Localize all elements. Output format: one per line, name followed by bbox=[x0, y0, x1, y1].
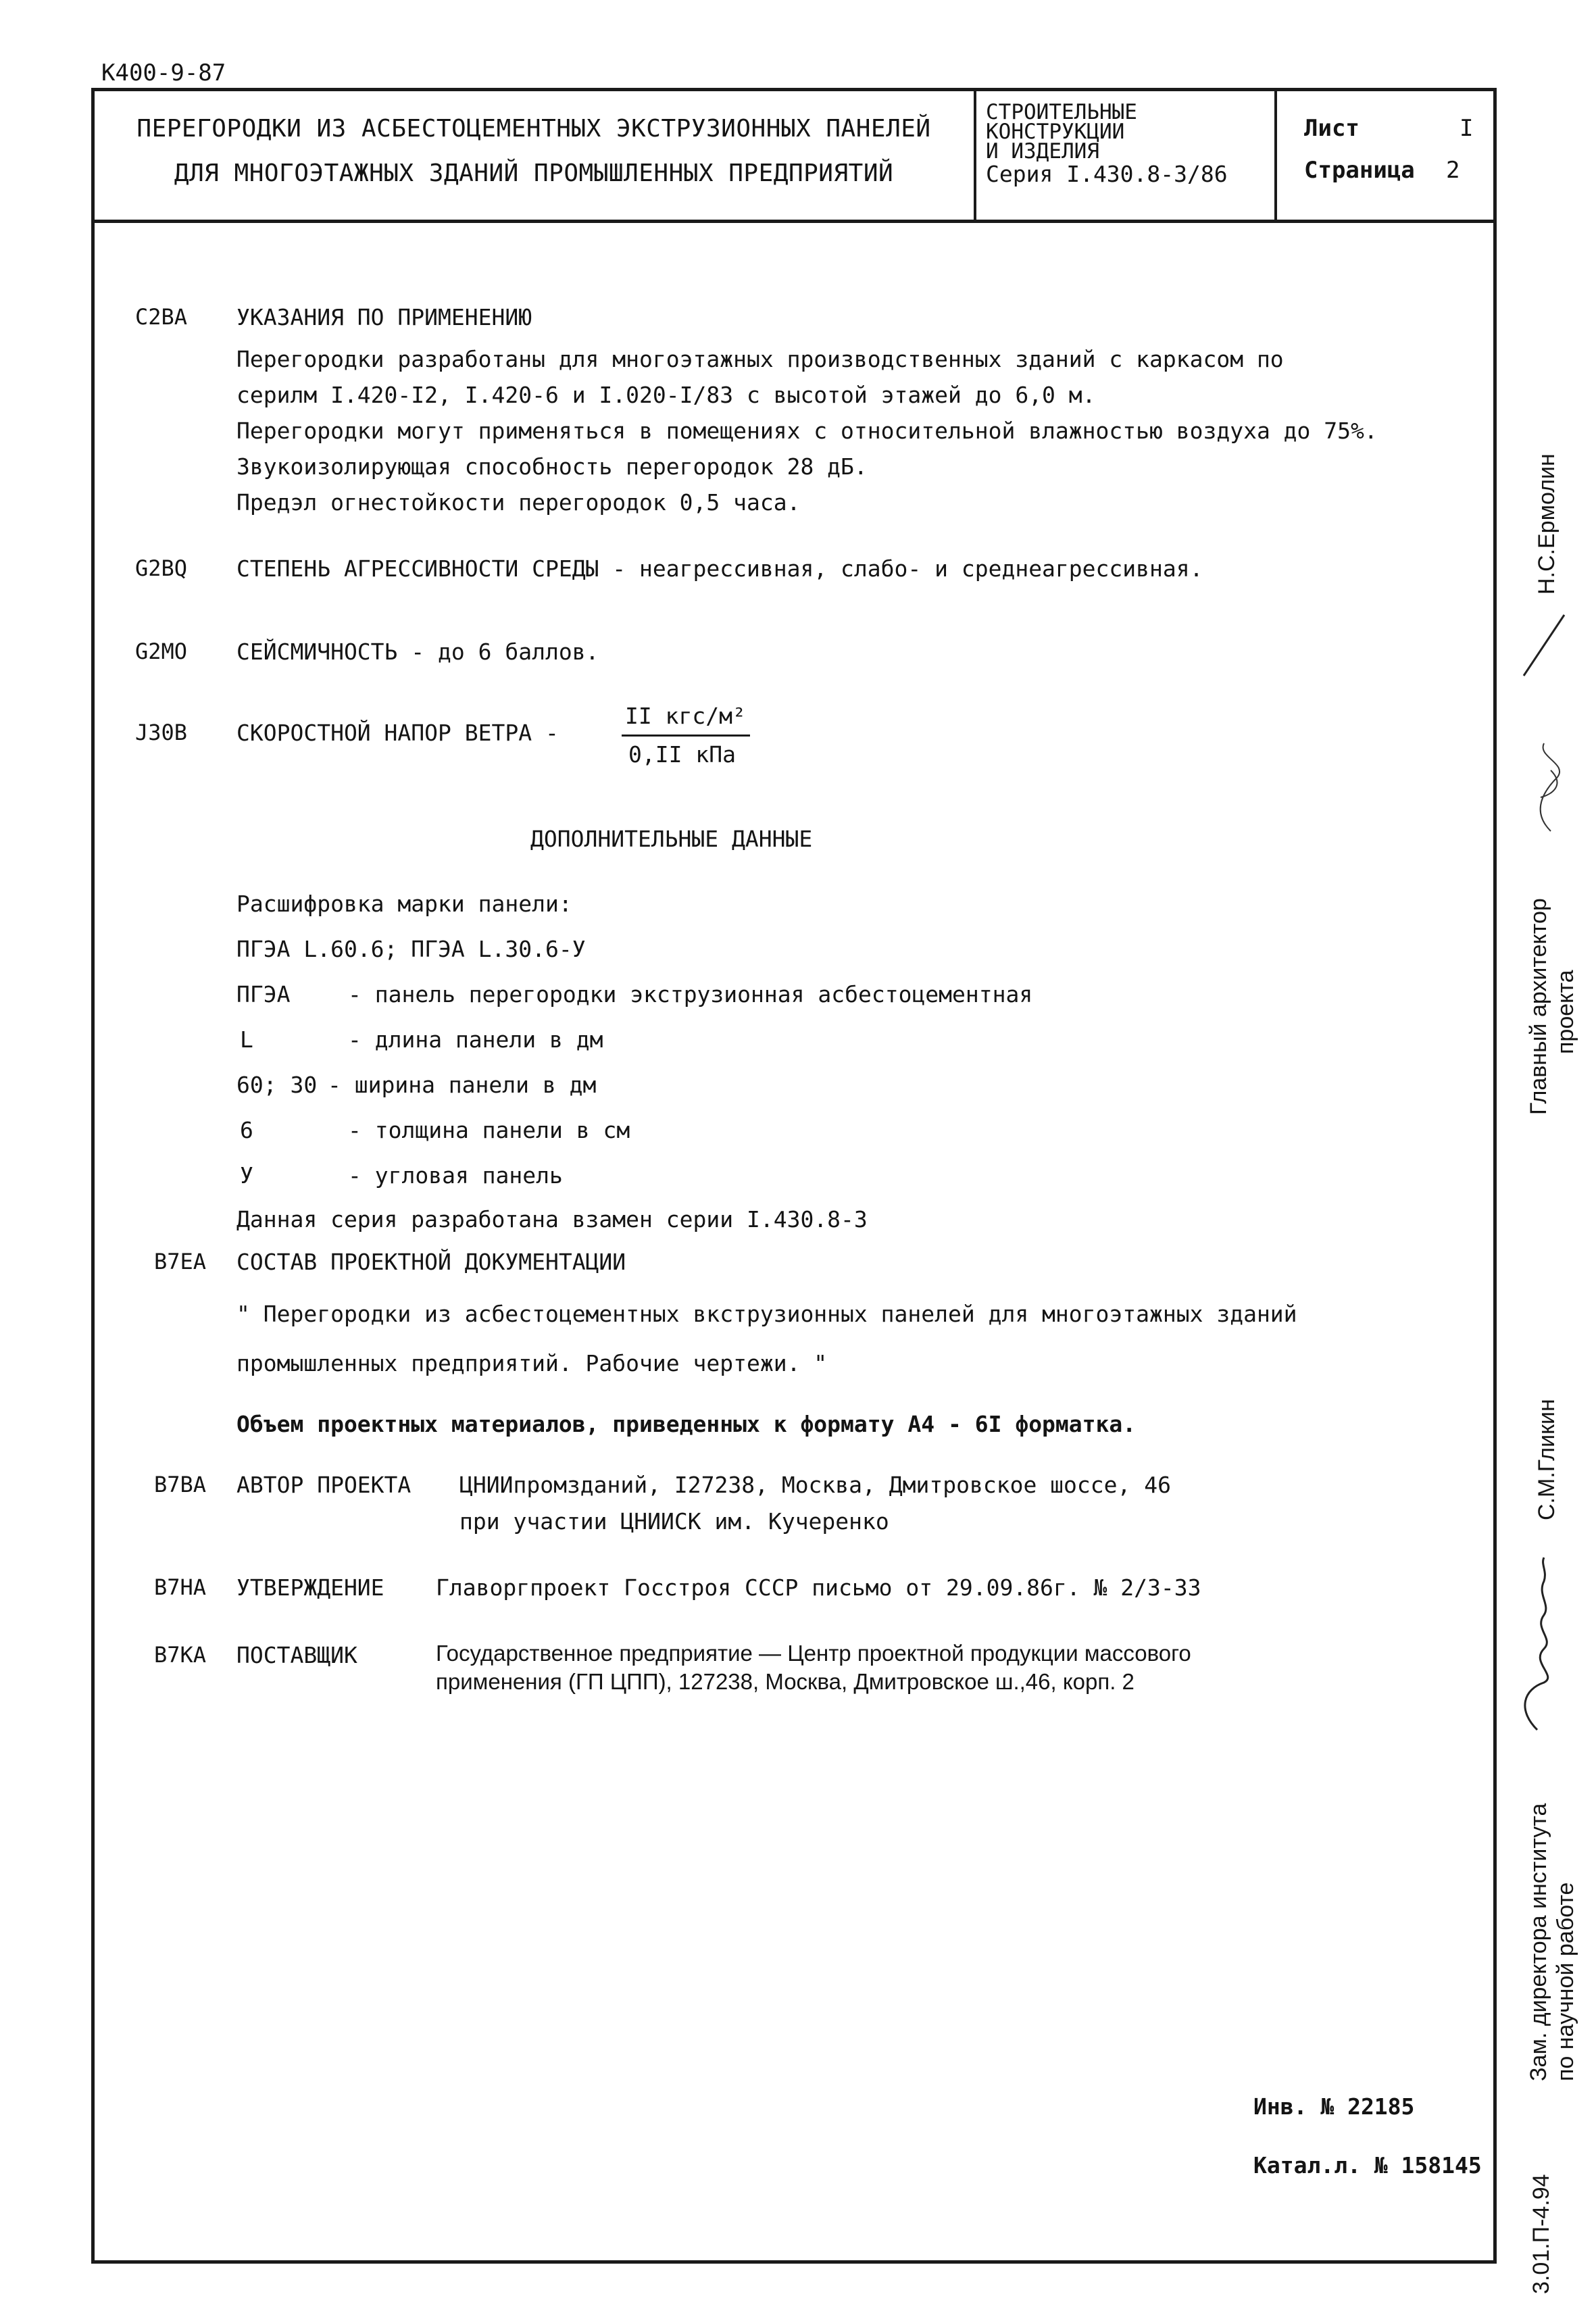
marking-key-corner: У bbox=[240, 1162, 253, 1189]
approval-title: УТВЕРЖДЕНИЕ bbox=[236, 1574, 384, 1601]
application-line-3: Перегородки могут применяться в помещениях с относительной влажностью воздуха до 75%. bbox=[236, 418, 1378, 444]
approval-text: Главоргпроект Госстроя СССР письмо от 29.09.86г. № 2/3-33 bbox=[436, 1574, 1201, 1601]
replacement-note: Данная серия разработана взамен серии I.430.8-3 bbox=[236, 1206, 868, 1233]
additional-data-title: ДОПОЛНИТЕЛЬНЫЕ ДАННЫЕ bbox=[530, 826, 813, 852]
category-cell bbox=[976, 88, 1277, 220]
application-line-1: Перегородки разработаны для многоэтажных производственных зданий с каркасом по bbox=[236, 346, 1284, 372]
marking-intro: Расшифровка марки панели: bbox=[236, 891, 572, 917]
supplier-line-1: Государственное предприятие — Центр проектной продукции массового bbox=[436, 1641, 1191, 1666]
margin-stamp: 3.01.П-4.94 bbox=[1528, 2174, 1554, 2294]
section-code-g2mo: G2MO bbox=[135, 639, 188, 664]
marking-key-width: 60; 30 bbox=[236, 1072, 318, 1098]
title-cell bbox=[91, 88, 976, 220]
author-title: АВТОР ПРОЕКТА bbox=[236, 1472, 412, 1498]
sheet-cell bbox=[1277, 88, 1493, 220]
title-block bbox=[91, 88, 1497, 223]
title-line-2: ДЛЯ МНОГОЭТАЖНЫХ ЗДАНИЙ ПРОМЫШЛЕННЫХ ПРЕДПРИЯТИЙ bbox=[174, 159, 894, 187]
category-line-3: И ИЗДЕЛИЯ bbox=[986, 139, 1099, 164]
application-line-2: серилм I.420-I2, I.420-6 и I.020-I/83 с высотой этажей до 6,0 м. bbox=[236, 382, 1096, 408]
section-code-b7ka: B7KA bbox=[154, 1642, 207, 1668]
marking-val-width: - ширина панели в дм bbox=[328, 1072, 597, 1098]
marking-val-pgea: - панель перегородки экструзионная асбестоцементная bbox=[348, 981, 1033, 1007]
supplier-line-2: применения (ГП ЦПП), 127238, Москва, Дмитровское ш.,46, корп. 2 bbox=[436, 1669, 1134, 1694]
marking-key-length: L bbox=[240, 1026, 253, 1053]
author-line-2: при участии ЦНИИСК им. Кучеренко bbox=[459, 1508, 889, 1535]
section-title-application: УКАЗАНИЯ ПО ПРИМЕНЕНИЮ bbox=[236, 304, 532, 330]
category-line-1: СТРОИТЕЛЬНЫЕ bbox=[986, 100, 1137, 124]
section-code-b7ea: B7EA bbox=[154, 1249, 207, 1274]
wind-pressure-denominator: 0,II кПа bbox=[628, 741, 736, 768]
documentation-volume: Объем проектных материалов, приведенных к формату А4 - 6I форматка. bbox=[236, 1411, 1137, 1437]
page-label: Страница bbox=[1304, 157, 1415, 184]
aggressiveness-text: СТЕПЕНЬ АГРЕССИВНОСТИ СРЕДЫ - неагрессивная, слабо- и среднеагрессивная. bbox=[236, 555, 1203, 582]
section-code-g2bq: G2BQ bbox=[135, 555, 188, 581]
fraction-line bbox=[622, 735, 750, 737]
page-frame bbox=[91, 88, 1497, 2264]
marking-examples: ПГЭА L.60.6; ПГЭА L.30.6-У bbox=[236, 936, 586, 962]
page-value: 2 bbox=[1446, 157, 1460, 184]
documentation-title: СОСТАВ ПРОЕКТНОЙ ДОКУМЕНТАЦИИ bbox=[236, 1249, 626, 1275]
marking-key-pgea: ПГЭА bbox=[236, 981, 291, 1007]
catalog-number: Катал.л. № 158145 bbox=[1253, 2152, 1482, 2179]
application-line-5: Предэл огнестойкости перегородок 0,5 часа. bbox=[236, 489, 801, 516]
documentation-line-1: " Перегородки из асбестоцементных вкструзионных панелей для многоэтажных зданий bbox=[236, 1301, 1297, 1327]
marking-val-thickness: - толщина панели в см bbox=[348, 1117, 630, 1143]
signer-role-1-line-1: Главный архитектор bbox=[1526, 898, 1551, 1115]
section-code-b7ha: B7HA bbox=[154, 1574, 207, 1600]
section-code-b7ba: B7BA bbox=[154, 1472, 207, 1497]
section-code-j30b: J30B bbox=[135, 720, 188, 745]
signer-role-2-line-1: Зам. директора института bbox=[1526, 1803, 1551, 2081]
title-line-1: ПЕРЕГОРОДКИ ИЗ АСБЕСТОЦЕМЕНТНЫХ ЭКСТРУЗИОННЫХ ПАНЕЛЕЙ bbox=[136, 115, 931, 143]
signature-2 bbox=[1497, 1554, 1578, 1737]
marking-key-thickness: 6 bbox=[240, 1117, 253, 1143]
signer-role-2-line-2: по научной работе bbox=[1553, 1882, 1578, 2081]
signer-name-1: Н.С.Ермолин bbox=[1534, 453, 1560, 595]
seismicity-text: СЕЙСМИЧНОСТЬ - до 6 баллов. bbox=[236, 639, 599, 665]
sheet-value: I bbox=[1460, 115, 1474, 142]
signature-1 bbox=[1503, 730, 1578, 838]
signer-name-2: С.М.Гликин bbox=[1534, 1399, 1560, 1520]
category-line-2: КОНСТРУКЦИИ bbox=[986, 120, 1125, 144]
document-code: К400-9-87 bbox=[101, 59, 226, 86]
supplier-title: ПОСТАВЩИК bbox=[236, 1642, 357, 1668]
marking-val-length: - длина панели в дм bbox=[348, 1026, 603, 1053]
wind-pressure-numerator: II кгс/м² bbox=[625, 703, 746, 729]
sheet-label: Лист bbox=[1304, 115, 1360, 142]
inventory-number: Инв. № 22185 bbox=[1253, 2093, 1415, 2120]
signature-slash bbox=[1514, 608, 1574, 682]
series-number: Серия I.430.8-3/86 bbox=[986, 161, 1228, 187]
signer-role-1-line-2: проекта bbox=[1553, 970, 1578, 1054]
marking-val-corner: - угловая панель bbox=[348, 1162, 563, 1189]
documentation-line-2: промышленных предприятий. Рабочие чертежи. " bbox=[236, 1350, 828, 1376]
application-line-4: Звукоизолирующая способность перегородок 28 дБ. bbox=[236, 453, 868, 480]
author-line-1: ЦНИИпромзданий, I27238, Москва, Дмитровское шоссе, 46 bbox=[459, 1472, 1171, 1498]
section-code-c2ba: C2BA bbox=[135, 304, 188, 330]
wind-pressure-label: СКОРОСТНОЙ НАПОР ВЕТРА - bbox=[236, 720, 559, 746]
